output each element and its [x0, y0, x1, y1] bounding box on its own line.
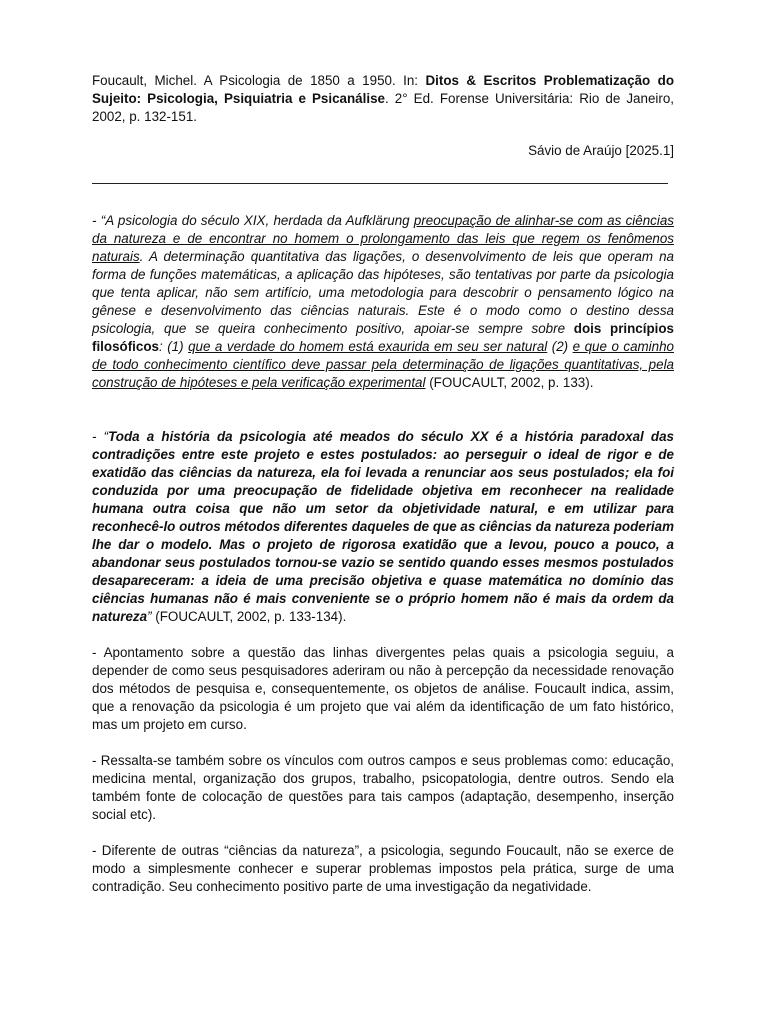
citation-2: (FOUCAULT, 2002, p. 133-134). — [151, 609, 347, 624]
underlined-quote-1: preocupação de alinhar-se com as ciências da natureza e de encontrar no homem o prolongamento das leis que regem os fenômenos naturais — [92, 213, 674, 264]
citation-1: (FOUCAULT, 2002, p. 133). — [425, 375, 594, 390]
reference-title: Ditos & Escritos Problematização do Sujeito: Psicologia, Psiquiatria e Psicanálise — [92, 73, 674, 106]
bold-italic-quote: Toda a história da psicologia até meados do século XX é a história paradoxal das contradições entre este projeto e estes postulados: ao perseguir o ideal de rigor e de exatidão das ciências da natureza, ela foi levada a renunciar aos seus postulados; ela foi conduzida por uma preocupação de fidelidade objetiva em reconhecer na realidade humana outra coisa que não um setor da objetividade natural, e em utilizar para reconhecê-lo outros métodos diferentes daqueles de que as ciências da natureza poderiam lhe dar o modelo. Mas o projeto de rigorosa exatidão que a levou, pouco a pouco, a abandonar seus postulados tornou-se vazio se sentido quando esses mesmos postulados desapareceram: a ideia de uma precisão objetiva e quase matemática no domínio das ciências humanas não é mais conveniente se o próprio homem não é mais da ordem da natureza — [92, 429, 674, 624]
document-page — [92, 72, 674, 896]
bold-principles: dois princípios filosóficos — [92, 321, 675, 354]
horizontal-rule — [92, 183, 668, 184]
note-paragraph-4: - Ressalta-se também sobre os vínculos com outros campos e seus problemas como: educação, medicina mental, organização dos grupos, trabalho, psicopatologia, dentre outros. Sendo ela também fonte de colocação de questões para tais campos (adaptação, desempenho, inserção social etc). — [92, 753, 674, 822]
author-line: Sávio de Araújo [2025.1] — [528, 143, 674, 158]
underlined-principle-2: e que o caminho de todo conhecimento científico deve passar pela determinação de ligações quantitativas, pela construção de hipóteses e pela verificação experimental — [92, 339, 675, 390]
note-paragraph-3: - Apontamento sobre a questão das linhas divergentes pelas quais a psicologia seguiu, a depender de como seus pesquisadores aderiram ou não à percepção da necessidade renovação dos métodos de pesquisa e, consequentemente, os objetos de análise. Foucault indica, assim, que a renovação da psicologia é um projeto que vai além da identificação de um fato histórico, mas um projeto em curso. — [92, 645, 674, 732]
underlined-principle-1: que a verdade do homem está exaurida em seu ser natural — [188, 339, 548, 354]
note-quote-2: - “Toda a história da psicologia até meados do século XX é a história paradoxal das contradições entre este projeto e estes postulados: ao perseguir o ideal de rigor e de exatidão das ciências da natureza, ela foi levada a renunciar aos seus postulados; ela foi conduzida por uma preocupação de fidelidade objetiva em reconhecer na realidade humana outra coisa que não um setor da objetividade natural, e em utilizar para reconhecê-lo outros métodos diferentes daqueles de que as ciências da natureza poderiam lhe dar o modelo. Mas o projeto de rigorosa exatidão que a levou, pouco a pouco, a abandonar seus postulados tornou-se vazio se sentido quando esses mesmos postulados desapareceram: a ideia de uma precisão objetiva e quase matemática no domínio das ciências humanas não é mais conveniente se o próprio homem não é mais da ordem da natureza” (FOUCAULT, 2002, p. 133-134). — [92, 429, 674, 624]
note-paragraph-5: - Diferente de outras “ciências da natureza”, a psicologia, segundo Foucault, não se exerce de modo a simplesmente conhecer e superar problemas impostos pela prática, surge de uma contradição. Seu conhecimento positivo parte de uma investigação da negatividade. — [92, 843, 674, 894]
bibliographic-reference: Foucault, Michel. A Psicologia de 1850 a 1950. In: Ditos & Escritos Problematização do Sujeito: Psicologia, Psiquiatria e Psicanálise. 2° Ed. Forense Universitária: Rio de Janeiro, 2002, p. 132-151. — [92, 73, 675, 124]
note-quote-1: - “A psicologia do século XIX, herdada da Aufklärung preocupação de alinhar-se com as ciências da natureza e de encontrar no homem o prolongamento das leis que regem os fenômenos naturais. A determinação quantitativa das ligações, o desenvolvimento de leis que operam na forma de funções matemáticas, a aplicação das hipóteses, são tentativas por parte da psicologia que tenta aplicar, não sem artifício, uma metodologia para descobrir o pensamento lógico na gênese e desenvolvimento das ciências naturais. Este é o modo como o destino dessa psicologia, que se queira conhecimento positivo, apoiar-se sempre sobre dois princípios filosóficos: (1) que a verdade do homem está exaurida em seu ser natural (2) e que o caminho de todo conhecimento científico deve passar pela determinação de ligações quantitativas, pela construção de hipóteses e pela verificação experimental (FOUCAULT, 2002, p. 133). — [92, 213, 675, 390]
